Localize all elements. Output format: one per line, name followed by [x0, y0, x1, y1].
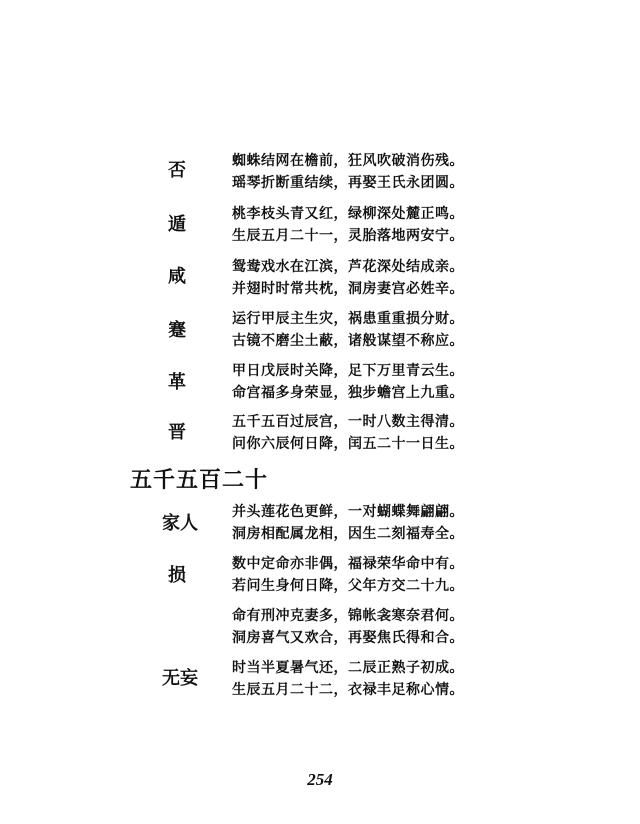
verse-line: 生辰五月二十一，灵胎落地两安宁。	[232, 228, 464, 244]
verse-block	[232, 553, 632, 597]
verse-line: 桃李枝头青又红，绿柳深处麓正鸣。	[232, 206, 464, 222]
verse-block	[232, 256, 632, 300]
verse-line: 并头莲花色更鲜，一对蝴蝶舞翩翩。	[232, 504, 464, 520]
verse-line: 命宫福多身荣显，独步蟾宫上九重。	[232, 385, 464, 401]
hexagram-label: 损	[168, 565, 186, 586]
verse-line: 洞房喜气又欢合，再娶焦氏得和合。	[232, 630, 464, 646]
verse-block	[232, 150, 632, 194]
hexagram-label: 否	[168, 160, 186, 181]
verse-line: 古镜不磨尘土蔽，诸般谋望不称应。	[232, 333, 464, 349]
hexagram-label: 晋	[168, 422, 186, 443]
page-number: 254	[307, 770, 333, 789]
hexagram-label: 无妄	[162, 668, 198, 689]
verse-line: 蜘蛛结网在檐前，狂风吹破消伤残。	[232, 153, 464, 169]
verse-block	[232, 657, 632, 701]
verse-block	[232, 605, 632, 649]
verse-line: 时当半夏暑气还，二辰正熟子初成。	[232, 660, 464, 676]
verse-line: 若问生身何日降，父年方交二十九。	[232, 578, 464, 594]
verse-line: 数中定命亦非偶，福禄荣华命中有。	[232, 556, 464, 572]
verse-block	[232, 308, 632, 352]
hexagram-label: 咸	[168, 266, 186, 287]
section-title: 五千五百二十	[130, 467, 269, 493]
verse-line: 瑶琴折断重结续，再娶王氏永团圆。	[232, 175, 464, 191]
verse-line: 甲日戊辰时关降，足下万里青云生。	[232, 363, 464, 379]
verse-block	[232, 501, 632, 545]
verse-line: 生辰五月二十二，衣禄丰足称心情。	[232, 682, 464, 698]
verse-line: 五千五百过辰宫，一时八数主得清。	[232, 414, 464, 430]
verse-line: 命有刑冲克妻多，锦帐衾寒奈君何。	[232, 608, 464, 624]
verse-block	[232, 203, 632, 247]
hexagram-label: 革	[168, 372, 186, 393]
verse-line: 洞房相配属龙相，因生二刻福寿全。	[232, 526, 464, 542]
hexagram-label: 蹇	[168, 320, 186, 341]
hexagram-label: 遁	[168, 214, 186, 235]
verse-line: 问你六辰何日降，闰五二十一日生。	[232, 436, 464, 452]
verse-block	[232, 360, 632, 404]
verse-line: 运行甲辰主生灾，祸患重重损分财。	[232, 311, 464, 327]
hexagram-label: 家人	[162, 513, 198, 534]
verse-line: 鸳鸯戏水在江滨，芦花深处结成亲。	[232, 259, 464, 275]
verse-line: 并翅时时常共枕，洞房妻宫必姓辛。	[232, 281, 464, 297]
verse-block	[232, 411, 632, 455]
